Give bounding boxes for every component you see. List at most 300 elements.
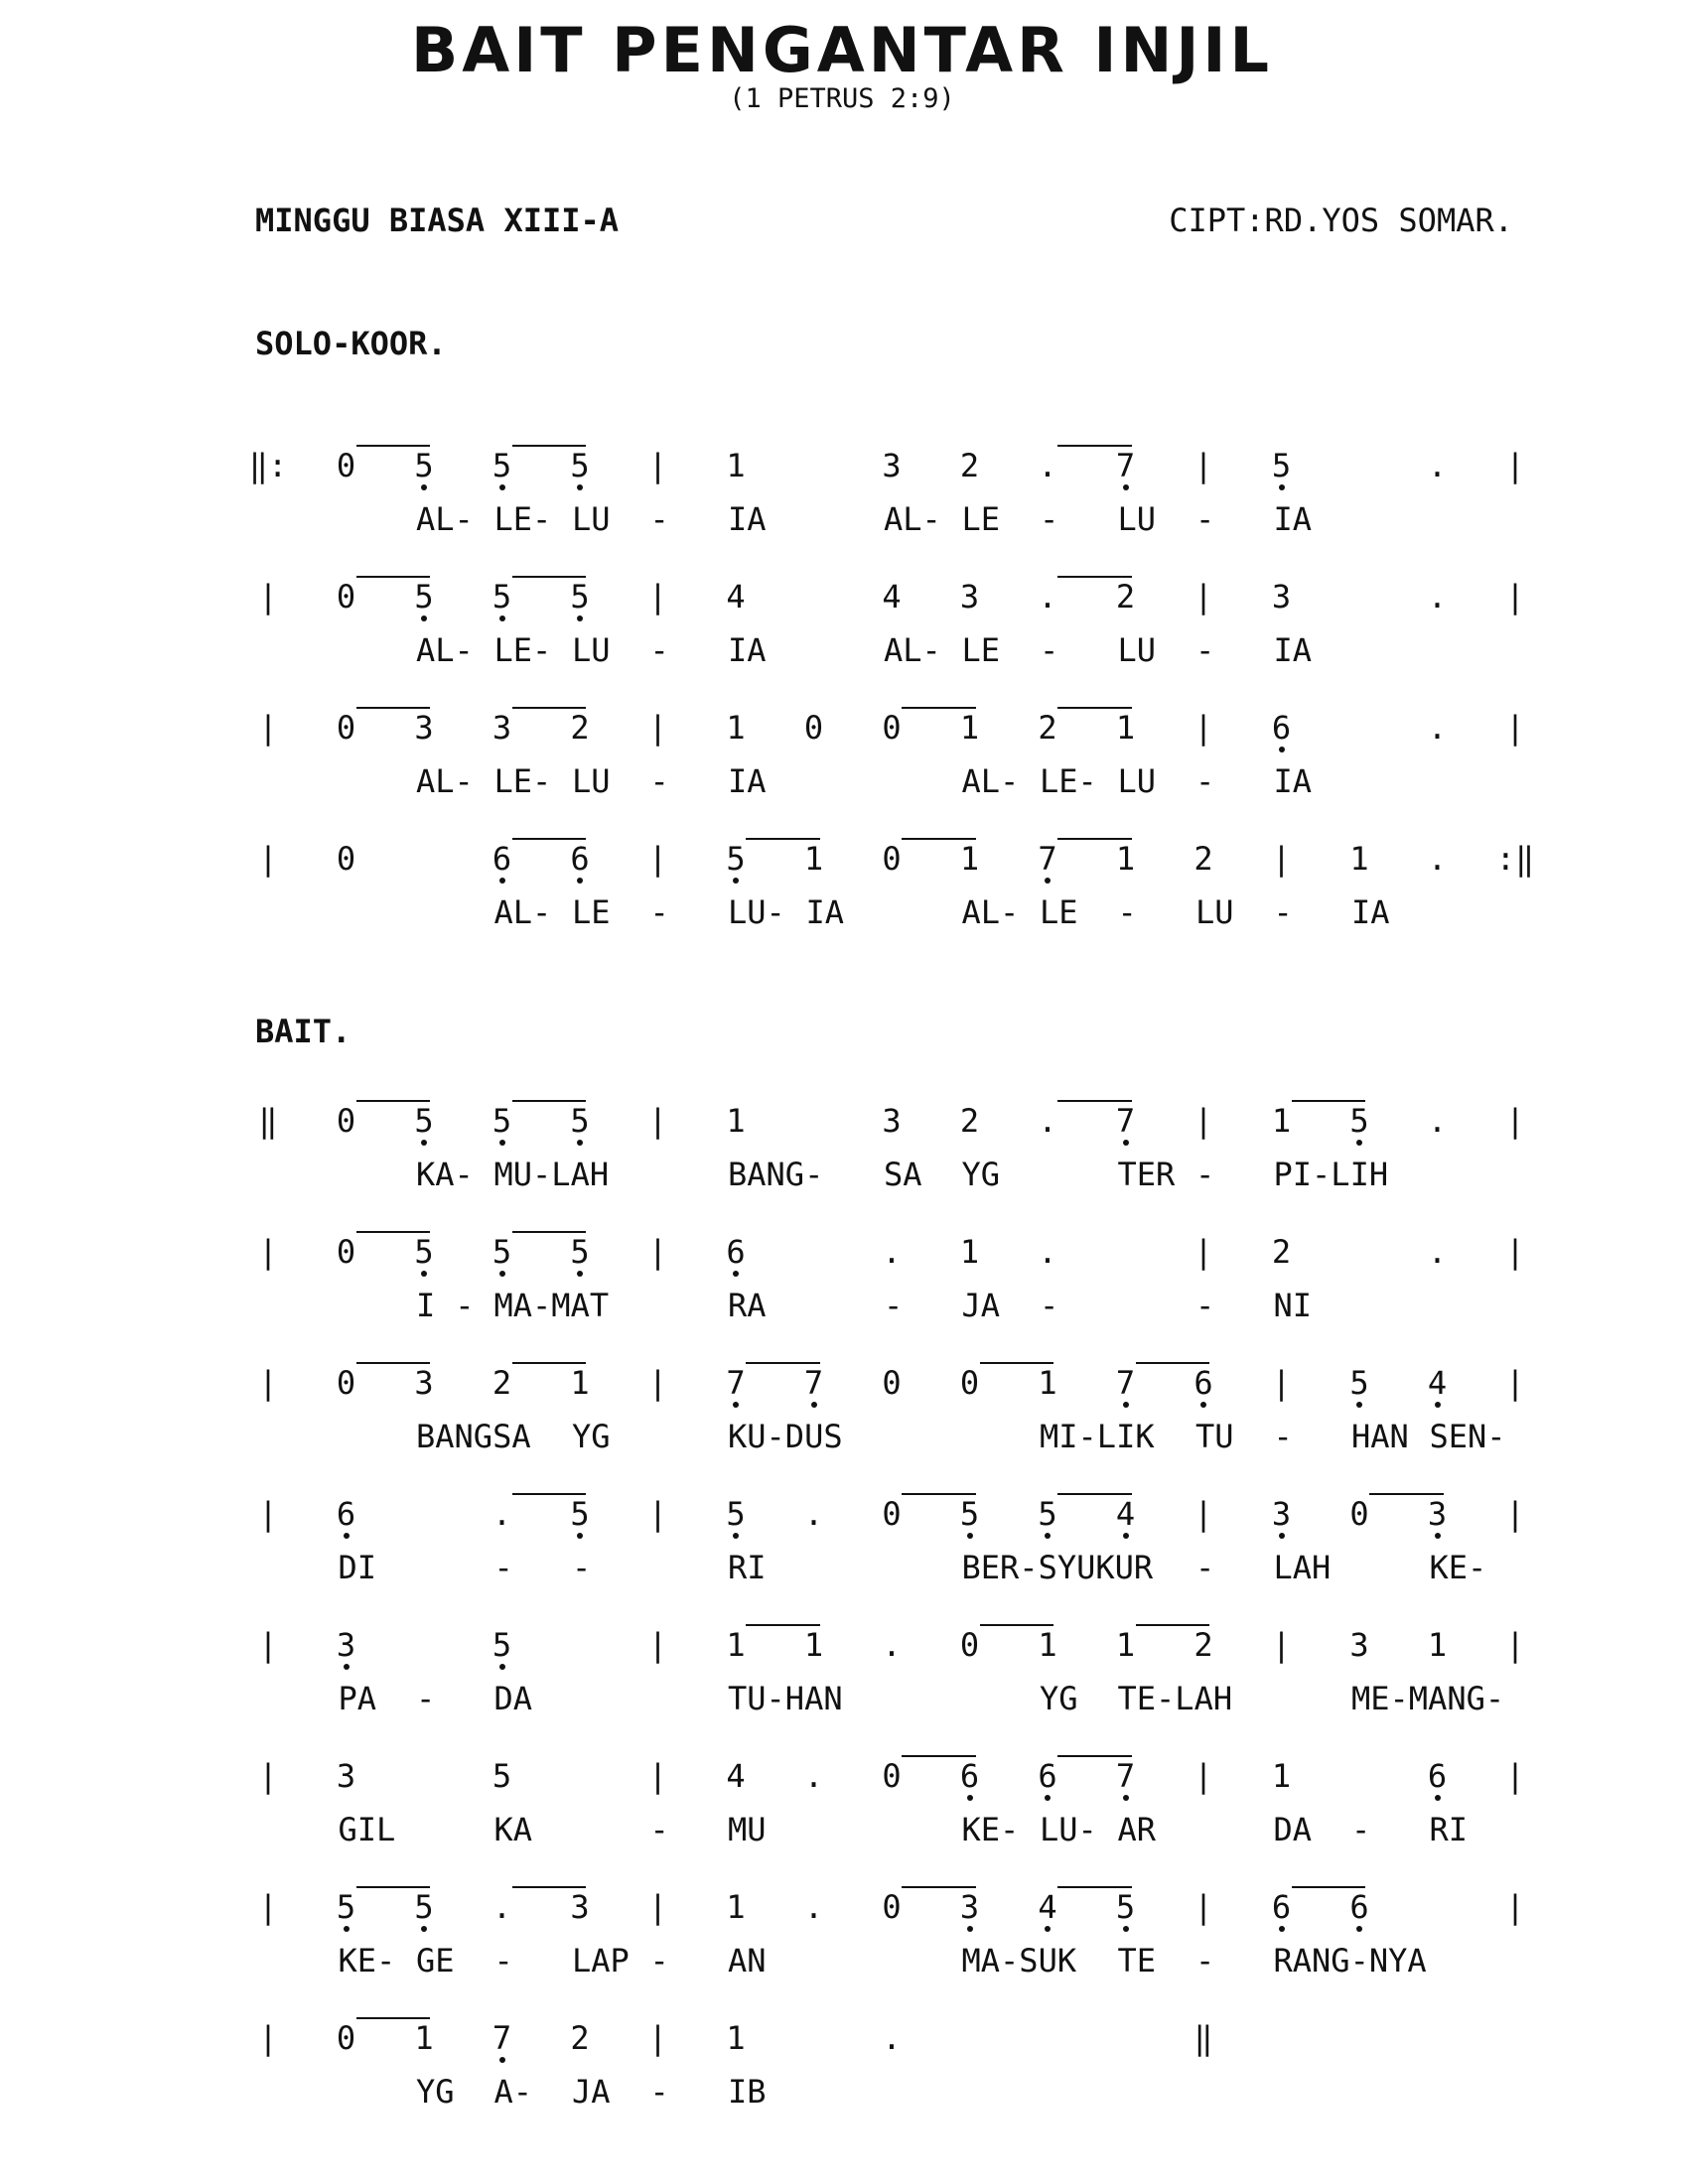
lyric-syllable: LE- (493, 762, 552, 800)
lyric-syllable: LE- (493, 500, 552, 538)
beam-line (1057, 576, 1132, 578)
note: 5 (570, 1102, 590, 1140)
note: 4 (1427, 1364, 1448, 1402)
note: 5 (414, 578, 434, 615)
note: 3 (1427, 1495, 1448, 1533)
note: 5 (1349, 1364, 1369, 1402)
note: 1 (1271, 1757, 1292, 1795)
lyric-syllable: LU (1117, 631, 1157, 669)
lower-octave-dot (1045, 1926, 1051, 1932)
barline: | (258, 578, 278, 615)
verse-section-label: BAIT. (255, 1013, 351, 1050)
lyric-syllable: AL- (416, 762, 474, 800)
barline: | (647, 1495, 668, 1533)
note: 1 (803, 840, 824, 878)
lyric-syllable: BER-SYUKUR (961, 1549, 1154, 1586)
note: 3 (1271, 1495, 1292, 1533)
lower-octave-dot (1123, 1402, 1129, 1408)
lyric-syllable: RA (728, 1287, 767, 1324)
note: 5 (570, 1233, 590, 1271)
note: 0 (336, 447, 356, 484)
note: 3 (414, 1364, 434, 1402)
note: . (882, 1233, 902, 1271)
note: 7 (803, 1364, 824, 1402)
note: . (1038, 1233, 1057, 1271)
note: 5 (1038, 1495, 1057, 1533)
barline: | (1505, 1888, 1525, 1926)
note: 1 (726, 709, 746, 747)
lyric-syllable: LU (1117, 500, 1157, 538)
lower-octave-dot (577, 615, 583, 621)
note: 5 (726, 840, 746, 878)
beam-line (980, 1362, 1054, 1364)
lyric-syllable: AL- (961, 893, 1020, 931)
lyric-syllable: MU-LAH (493, 1156, 610, 1193)
lyric-syllable: LE (572, 893, 611, 931)
note: 0 (882, 709, 902, 747)
barline: | (1193, 1495, 1213, 1533)
lyric-syllable: KA- (416, 1156, 474, 1193)
lyric-syllable: GIL (338, 1811, 396, 1848)
note: 6 (1271, 709, 1292, 747)
barline: | (647, 709, 668, 747)
lyric-syllable: - (649, 631, 669, 669)
lyric-syllable: KA (493, 1811, 533, 1848)
lyric-syllable: NI (1273, 1287, 1313, 1324)
lower-octave-dot (577, 484, 583, 490)
barline: | (258, 840, 278, 878)
beam-line (1057, 1100, 1132, 1102)
lower-octave-dot (577, 1271, 583, 1277)
note: . (882, 1626, 902, 1664)
beam-line (1057, 445, 1132, 447)
note: 7 (726, 1364, 746, 1402)
lyric-syllable: - (1195, 500, 1215, 538)
lyric-syllable: - (1195, 762, 1215, 800)
note: 3 (959, 578, 980, 615)
lyric-syllable: - (649, 893, 669, 931)
lyric-syllable: KE- (1429, 1549, 1487, 1586)
beam-line (512, 576, 587, 578)
note: 5 (959, 1495, 980, 1533)
beam-line (356, 1362, 431, 1364)
lyric-syllable: AL- (416, 500, 474, 538)
note: 6 (959, 1757, 980, 1795)
note: 0 (882, 840, 902, 878)
barline: | (1271, 1364, 1292, 1402)
lower-octave-dot (733, 878, 739, 884)
beam-line (512, 1362, 587, 1364)
lyric-syllable: JA (961, 1287, 1001, 1324)
lyric-syllable: KU-DUS (728, 1418, 843, 1455)
lyric-syllable: GE (416, 1942, 455, 1979)
note: 0 (882, 1757, 902, 1795)
lower-octave-dot (1123, 1533, 1129, 1539)
composer-label: CIPT:RD.YOS SOMAR. (1169, 202, 1513, 239)
lyric-syllable: LE- (493, 631, 552, 669)
note: . (1427, 840, 1448, 878)
lyric-syllable: I (416, 1287, 436, 1324)
lower-octave-dot (577, 1533, 583, 1539)
lyric-syllable: TE (1117, 1942, 1157, 1979)
note: 0 (882, 1495, 902, 1533)
note: 1 (1115, 709, 1136, 747)
lower-octave-dot (1356, 1140, 1362, 1146)
lyric-syllable: LU (572, 631, 611, 669)
lyric-syllable: - (1273, 1418, 1293, 1455)
lower-octave-dot (344, 1926, 350, 1932)
lower-octave-dot (499, 1664, 505, 1670)
lyric-syllable: - (455, 1287, 475, 1324)
note: 1 (1115, 840, 1136, 878)
beam-line (980, 1624, 1054, 1626)
barline: ‖ (258, 1102, 278, 1140)
note: 2 (1193, 1626, 1213, 1664)
note: . (803, 1757, 824, 1795)
lower-octave-dot (1200, 1402, 1206, 1408)
barline: | (258, 2019, 278, 2057)
lyric-syllable: - (1195, 1942, 1215, 1979)
barline: | (647, 2019, 668, 2057)
lyric-syllable: LU- (1040, 1811, 1097, 1848)
lyric-syllable: LU (1195, 893, 1234, 931)
note: 1 (414, 2019, 434, 2057)
barline: | (258, 1757, 278, 1795)
lyric-syllable: MU (728, 1811, 767, 1848)
lower-octave-dot (1123, 1140, 1129, 1146)
beam-line (746, 1624, 820, 1626)
barline: | (1505, 709, 1525, 747)
beam-line (1292, 1886, 1366, 1888)
lyric-syllable: RI (728, 1549, 767, 1586)
note: 7 (1115, 447, 1136, 484)
lower-octave-dot (967, 1926, 973, 1932)
note: 0 (336, 1102, 356, 1140)
barline: | (1271, 1626, 1292, 1664)
note: 6 (1271, 1888, 1292, 1926)
note: 5 (491, 578, 512, 615)
lyric-syllable: DA (493, 1680, 533, 1717)
note: 3 (491, 709, 512, 747)
beam-line (1057, 1886, 1132, 1888)
note: 5 (491, 1233, 512, 1271)
lyric-syllable: AL- (493, 893, 552, 931)
lyric-syllable: RI (1429, 1811, 1469, 1848)
note: 5 (726, 1495, 746, 1533)
beam-line (356, 1231, 431, 1233)
lyric-syllable: RANG-NYA (1273, 1942, 1427, 1979)
barline: | (258, 1364, 278, 1402)
beam-line (902, 1493, 976, 1495)
lower-octave-dot (499, 878, 505, 884)
lower-octave-dot (499, 484, 505, 490)
beam-line (512, 838, 587, 840)
note: 0 (336, 1364, 356, 1402)
lyric-syllable: - (1040, 631, 1059, 669)
barline: | (1193, 1102, 1213, 1140)
note: 6 (491, 840, 512, 878)
note: 2 (1271, 1233, 1292, 1271)
barline: :‖ (1495, 840, 1535, 878)
note: 3 (959, 1888, 980, 1926)
lyric-syllable: - (1273, 893, 1293, 931)
lower-octave-dot (1279, 747, 1285, 752)
beam-line (746, 1362, 820, 1364)
barline: | (1193, 1233, 1213, 1271)
lower-octave-dot (1279, 484, 1285, 490)
lower-octave-dot (1045, 1533, 1051, 1539)
lower-octave-dot (1435, 1533, 1441, 1539)
note: 6 (1193, 1364, 1213, 1402)
lyric-syllable: - (884, 1287, 904, 1324)
note: 5 (491, 1757, 512, 1795)
lyric-syllable: MA-MAT (493, 1287, 610, 1324)
lyric-syllable: - (1195, 1549, 1215, 1586)
lower-octave-dot (577, 878, 583, 884)
lower-octave-dot (1123, 1926, 1129, 1932)
lower-octave-dot (967, 1533, 973, 1539)
note: . (803, 1888, 824, 1926)
barline: | (1505, 1364, 1525, 1402)
beam-line (902, 707, 976, 709)
note: 4 (882, 578, 902, 615)
note: . (491, 1888, 512, 1926)
lyric-syllable: KE- (961, 1811, 1020, 1848)
note: 7 (1115, 1757, 1136, 1795)
note: 5 (1115, 1888, 1136, 1926)
lyric-syllable: LE- (1040, 762, 1097, 800)
lyric-syllable: TER (1117, 1156, 1176, 1193)
note: 5 (414, 1102, 434, 1140)
lower-octave-dot (499, 1271, 505, 1277)
barline: | (258, 1495, 278, 1533)
note: 1 (726, 1626, 746, 1664)
note: 0 (336, 578, 356, 615)
beam-line (356, 1100, 431, 1102)
note: 0 (959, 1626, 980, 1664)
beam-line (512, 707, 587, 709)
beam-line (512, 1231, 587, 1233)
lyric-syllable: - (1195, 1156, 1215, 1193)
note: 1 (726, 447, 746, 484)
note: 3 (570, 1888, 590, 1926)
lower-octave-dot (1435, 1402, 1441, 1408)
lower-octave-dot (1279, 1533, 1285, 1539)
barline: | (647, 447, 668, 484)
barline: | (647, 1757, 668, 1795)
lower-octave-dot (811, 1402, 817, 1408)
lyric-syllable: YG (416, 2073, 455, 2111)
note: 1 (959, 1233, 980, 1271)
note: 1 (1349, 840, 1369, 878)
lower-octave-dot (421, 484, 427, 490)
note: 0 (1349, 1495, 1369, 1533)
note: 3 (414, 709, 434, 747)
note: . (1427, 578, 1448, 615)
note: 0 (336, 1233, 356, 1271)
lyric-syllable: IA (805, 893, 845, 931)
page-title: BAIT PENGANTAR INJIL (410, 14, 1274, 86)
lyric-syllable: IA (1273, 762, 1313, 800)
note: 4 (726, 1757, 746, 1795)
note: 0 (336, 2019, 356, 2057)
note: 5 (570, 578, 590, 615)
lyric-syllable: IA (728, 500, 767, 538)
lyric-syllable: IA (728, 762, 767, 800)
note: 5 (570, 1495, 590, 1533)
note: 6 (726, 1233, 746, 1271)
beam-line (1057, 1493, 1132, 1495)
barline: | (1505, 1495, 1525, 1533)
note: 1 (1427, 1626, 1448, 1664)
lyric-syllable: LE (1040, 893, 1078, 931)
lyric-syllable: BANG- (728, 1156, 824, 1193)
note: 1 (959, 709, 980, 747)
occasion-label: MINGGU BIASA XIII-A (255, 202, 620, 239)
lyric-syllable: AN (728, 1942, 767, 1979)
note: 1 (803, 1626, 824, 1664)
lyric-syllable: LAP (572, 1942, 630, 1979)
lower-octave-dot (1279, 1926, 1285, 1932)
beam-line (512, 1100, 587, 1102)
note: 1 (1271, 1102, 1292, 1140)
note: . (1038, 447, 1057, 484)
lyric-syllable: TU (1195, 1418, 1234, 1455)
note: 1 (726, 1888, 746, 1926)
beam-line (512, 1886, 587, 1888)
lyric-syllable: MI-LIK (1040, 1418, 1155, 1455)
beam-line (1057, 707, 1132, 709)
lyric-syllable: LE (961, 631, 1001, 669)
barline: | (1193, 1888, 1213, 1926)
lyric-syllable: PI-LIH (1273, 1156, 1389, 1193)
lyric-syllable: SEN- (1429, 1418, 1506, 1455)
note: 0 (882, 1364, 902, 1402)
barline: | (647, 1626, 668, 1664)
lyric-syllable: ME-MANG- (1351, 1680, 1505, 1717)
note: 7 (1115, 1364, 1136, 1402)
note: 1 (1038, 1626, 1057, 1664)
lower-octave-dot (733, 1271, 739, 1277)
note: 1 (726, 2019, 746, 2057)
note: 3 (1271, 578, 1292, 615)
lower-octave-dot (1435, 1795, 1441, 1801)
note: 1 (726, 1102, 746, 1140)
note: 3 (1349, 1626, 1369, 1664)
lyric-syllable: - (1040, 1287, 1059, 1324)
note: 2 (570, 709, 590, 747)
beam-line (1136, 1624, 1210, 1626)
lower-octave-dot (499, 1140, 505, 1146)
note: 3 (336, 1757, 356, 1795)
barline: | (1505, 1102, 1525, 1140)
barline: ‖ (1193, 2019, 1213, 2057)
beam-line (1136, 1362, 1210, 1364)
lower-octave-dot (344, 1533, 350, 1539)
barline: | (1193, 578, 1213, 615)
page-subtitle: (1 PETRUS 2:9) (729, 83, 955, 114)
beam-line (356, 1886, 431, 1888)
lyric-syllable: PA (338, 1680, 377, 1717)
barline: | (1193, 447, 1213, 484)
lyric-syllable: - (493, 1549, 513, 1586)
note: 5 (491, 1102, 512, 1140)
barline: | (647, 1233, 668, 1271)
lyric-syllable: AR (1117, 1811, 1157, 1848)
beam-line (356, 2017, 431, 2019)
note: 2 (491, 1364, 512, 1402)
lyric-syllable: YG (572, 1418, 611, 1455)
lower-octave-dot (1045, 1795, 1051, 1801)
barline: | (1505, 578, 1525, 615)
note: 2 (570, 2019, 590, 2057)
beam-line (1292, 1100, 1366, 1102)
lyric-syllable: LU (572, 762, 611, 800)
beam-line (356, 707, 431, 709)
note: 1 (1038, 1364, 1057, 1402)
beam-line (902, 838, 976, 840)
lyric-syllable: TE-LAH (1117, 1680, 1233, 1717)
lyric-syllable: - (1117, 893, 1137, 931)
note: 3 (336, 1626, 356, 1664)
note: 3 (882, 447, 902, 484)
lyric-syllable: - (1040, 500, 1059, 538)
barline: | (1505, 1757, 1525, 1795)
note: . (1427, 709, 1448, 747)
barline: | (258, 1888, 278, 1926)
note: 7 (491, 2019, 512, 2057)
note: 2 (959, 1102, 980, 1140)
beam-line (1057, 838, 1132, 840)
beam-line (356, 576, 431, 578)
note: 5 (570, 447, 590, 484)
lyric-syllable: KE- (338, 1942, 396, 1979)
note: 2 (1038, 709, 1057, 747)
note: 6 (570, 840, 590, 878)
barline: | (258, 1233, 278, 1271)
lyric-syllable: AL- (884, 631, 941, 669)
note: 0 (803, 709, 824, 747)
note: 5 (414, 1233, 434, 1271)
note: 5 (1349, 1102, 1369, 1140)
lyric-syllable: LU (1117, 762, 1157, 800)
lyric-syllable: - (1351, 1811, 1371, 1848)
note: 6 (1038, 1757, 1057, 1795)
lyric-syllable: - (1195, 1287, 1215, 1324)
note: 5 (414, 1888, 434, 1926)
lyric-syllable: IB (728, 2073, 767, 2111)
lower-octave-dot (499, 615, 505, 621)
lyric-syllable: A- (493, 2073, 533, 2111)
note: 5 (1271, 447, 1292, 484)
barline: | (1271, 840, 1292, 878)
note: 6 (1349, 1888, 1369, 1926)
barline: | (647, 1102, 668, 1140)
lower-octave-dot (499, 2057, 505, 2063)
lower-octave-dot (733, 1402, 739, 1408)
note: 4 (1115, 1495, 1136, 1533)
lower-octave-dot (421, 615, 427, 621)
lyric-syllable: - (649, 500, 669, 538)
note: . (1038, 578, 1057, 615)
lyric-syllable: MA-SUK (961, 1942, 1077, 1979)
note: 3 (882, 1102, 902, 1140)
note: . (1427, 1102, 1448, 1140)
barline: | (258, 709, 278, 747)
lyric-syllable: IA (1273, 631, 1313, 669)
note: 4 (726, 578, 746, 615)
lyric-syllable: DI (338, 1549, 377, 1586)
